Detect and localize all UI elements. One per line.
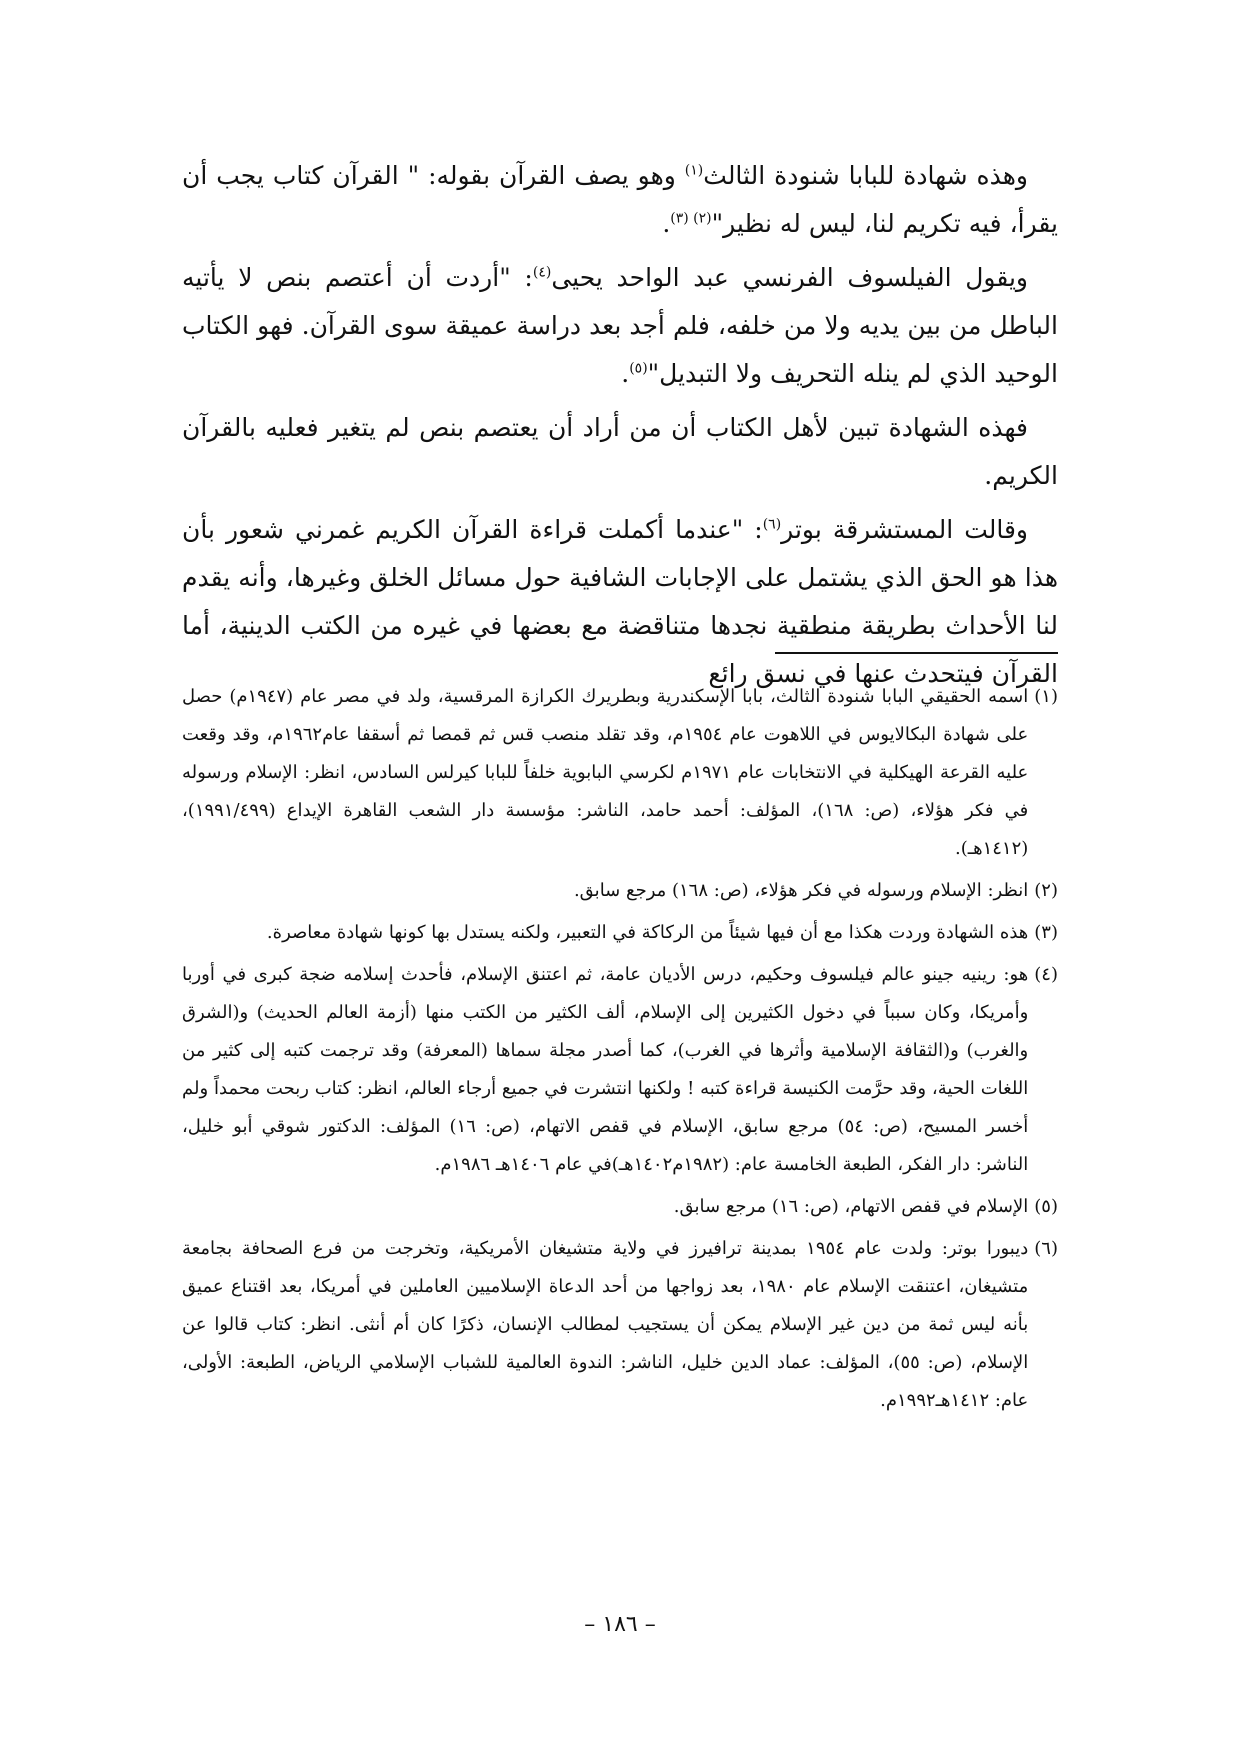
footnote-text: اسمه الحقيقي البابا شنودة الثالث، بابا الإسكندرية وبطريرك الكرازة المرقسية، ولد في مصر عام (١٩٤٧م) حصل على شهادة البكالايوس في اللاهوت عام ١٩٥٤م، وقد تقلد منصب قس ثم قمصا ثم أسقفا عام١٩٦٢م، وقد وقعت عليه القرعة الهيكلية في الانتخابات عام ١٩٧١م لكرسي البابوية خلفاً للبابا كيرلس السادس، انظر: الإسلام ورسوله في فكر هؤلاء، (ص: ١٦٨)، المؤلف: أحمد حامد، الناشر: مؤسسة دار الشعب القاهرة الإيداع (١٩٩١/٤٩٩)، (١٤١٢هـ). [182,686,1029,859]
footnote-1 [182,678,1058,868]
footnote-text: هذه الشهادة وردت هكذا مع أن فيها شيئاً من الركاكة في التعبير، ولكنه يستدل بها كونها شهادة معاصرة. [266,922,1029,943]
footnote-number: (٤) [1034,964,1058,985]
footnote-3 [182,914,1058,952]
footnote-ref-2-3: (٢) (٣) [670,210,712,227]
footnote-text: انظر: الإسلام ورسوله في فكر هؤلاء، (ص: ١٦٨) مرجع سابق. [573,880,1029,901]
page-number: – ١٨٦ – [584,1612,656,1637]
main-text [182,152,1058,704]
footnote-6 [182,1230,1058,1420]
footnote-text: هو: رينيه جينو عالم فيلسوف وحكيم، درس الأديان عامة، ثم اعتنق الإسلام، فأحدث إسلامه ضجة كبرى في أوربا وأمريكا، وكان سبباً في دخول الكثيرين إلى الإسلام، ألف الكثير من الكتب منها (أزمة العالم الحديث) و(الشرق والغرب) و(الثقافة الإسلامية وأثرها في الغرب)، كما أصدر مجلة سماها (المعرفة) وقد ترجمت كتبه إلى كثير من اللغات الحية، وقد حرَّمت الكنيسة قراءة كتبه ! ولكنها انتشرت في جميع أرجاء العالم، انظر: كتاب ربحت محمداً ولم أخسر المسيح، (ص: ٥٤) مرجع سابق، الإسلام في قفص الاتهام، (ص: ١٦) المؤلف: الدكتور شوقي أبو خليل، الناشر: دار الفكر، الطبعة الخامسة عام: (١٩٨٢م١٤٠٢هـ)في عام ١٤٠٦هـ ١٩٨٦م. [182,964,1029,1175]
footnote-ref-4: (٤) [532,264,552,281]
footnote-number: (٢) [1034,880,1058,901]
footnotes [182,678,1058,1424]
footnote-text: ديبورا بوتر: ولدت عام ١٩٥٤ بمدينة ترافيرز في ولاية متشيغان الأمريكية، وتخرجت من فرع الصحافة بجامعة متشيغان، اعتنقت الإسلام عام ١٩٨٠، بعد زواجها من أحد الدعاة الإسلاميين العاملين في أمريكا، بعد اقتناع عميق بأنه ليس ثمة من دين غير الإسلام يمكن أن يستجيب لمطالب الإنسان، ذكرًا كان أم أنثى. انظر: كتاب قالوا عن الإسلام، (ص: ٥٥)، المؤلف: عماد الدين خليل، الناشر: الندوة العالمية للشباب الإسلامي الرياض، الطبعة: الأولى، عام: ١٤١٢هـ١٩٩٢م. [182,1238,1029,1411]
footnote-separator [775,652,1058,654]
footnote-number: (٣) [1034,922,1058,943]
footnote-number: (٥) [1034,1196,1058,1217]
footnote-ref-1: (١) [684,162,704,179]
paragraph-shenouda-testimony: وهذه شهادة للبابا شنودة الثالث$^{(١)}$ وهو يصف القرآن بقوله: " القرآن كتاب يجب أن يقرأ، فيه تكريم لنا، ليس له نظير"$^{(٢) (٣)}$. [182,161,1058,238]
paragraph-potter-testimony: وقالت المستشرقة بوتر$^{(٦)}$: "عندما أكملت قراءة القرآن الكريم غمرني شعور بأن هذا هو الحق الذي يشتمل على الإجابات الشافية حول مسائل الخلق وغيرها، وأنه يقدم لنا الأحداث بطريقة منطقية نجدها متناقضة مع بعضها في غيره من الكتب الدينية، أما القرآن فيتحدث عنها في نسق رائع [182,515,1058,688]
footnote-text: الإسلام في قفص الاتهام، (ص: ١٦) مرجع سابق. [673,1196,1029,1217]
paragraph-abdulwahid-yahya: ويقول الفيلسوف الفرنسي عبد الواحد يحيى$^{(٤)}$: "أردت أن أعتصم بنص لا يأتيه الباطل من بين يديه ولا من خلفه، فلم أجد بعد دراسة عميقة سوى القرآن. فهو الكتاب الوحيد الذي لم ينله التحريف ولا التبديل"$^{(٥)}$. [182,263,1058,388]
footnote-number: (١) [1034,686,1058,707]
paragraph-conclusion: فهذه الشهادة تبين لأهل الكتاب أن من أراد أن يعتصم بنص لم يتغير فعليه بالقرآن الكريم. [182,413,1058,490]
footnote-2 [182,872,1058,910]
footnote-4 [182,956,1058,1184]
footnote-5 [182,1188,1058,1226]
footnote-ref-5: (٥) [629,360,648,377]
footnote-number: (٦) [1034,1238,1058,1259]
footnote-ref-6: (٦) [762,516,782,533]
